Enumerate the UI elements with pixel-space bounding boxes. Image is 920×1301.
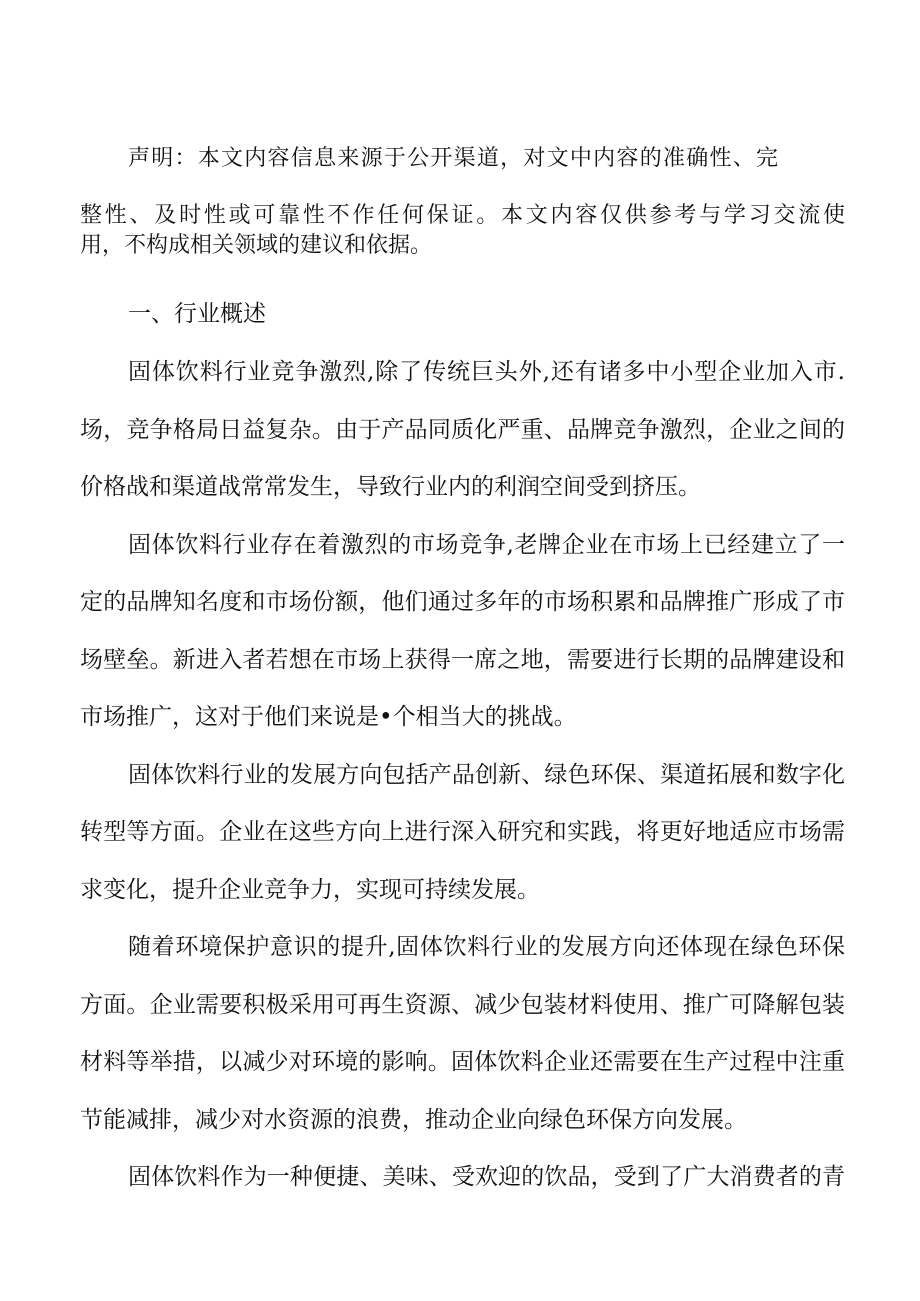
paragraph-line: 随着环境保护意识的提升,固体饮料行业的发展方向还体现在绿色环保 [128, 934, 845, 960]
paragraph-line: 固体饮料行业的发展方向包括产品创新、绿色环保、渠道拓展和数字化 [128, 762, 845, 788]
disclaimer-line: 整性、及时性或可靠性不作任何保证。本文内容仅供参考与学习交流使 [80, 203, 845, 228]
paragraph-line: 材料等举措，以减少对环境的影响。固体饮料企业还需要在生产过程中注重 [80, 1049, 845, 1075]
paragraph-line: 固体饮料行业存在着激烈的市场竞争,老牌企业在市场上已经建立了一 [128, 532, 845, 558]
paragraph-line: 定的品牌知名度和市场份额，他们通过多年的市场积累和品牌推广形成了市 [80, 589, 845, 615]
paragraph-line: 求变化，提升企业竞争力，实现可持续发展。 [80, 877, 540, 903]
paragraph-line: 转型等方面。企业在这些方向上进行深入研究和实践，将更好地适应市场需 [80, 819, 845, 845]
disclaimer-line: 声明：本文内容信息来源于公开渠道，对文中内容的准确性、完 [128, 146, 778, 171]
paragraph-line: 场，竞争格局日益复杂。由于产品同质化严重、品牌竞争激烈，企业之间的 [80, 417, 845, 443]
paragraph-line: 价格战和渠道战常常发生，导致行业内的利润空间受到挤压。 [80, 474, 701, 500]
section-heading: 一、行业概述 [128, 301, 266, 327]
paragraph-line: 市场推广，这对于他们来说是•个相当大的挑战。 [80, 704, 577, 730]
paragraph-line: 场壁垒。新进入者若想在市场上获得一席之地，需要进行长期的品牌建设和 [80, 647, 845, 673]
disclaimer-line: 用，不构成相关领域的建议和依据。 [80, 233, 433, 258]
paragraph-line: 方面。企业需要积极采用可再生资源、减少包装材料使用、推广可降解包装 [80, 992, 845, 1018]
paragraph-line: 节能减排，减少对水资源的浪费，推动企业向绿色环保方向发展。 [80, 1107, 747, 1133]
paragraph-line: 固体饮料作为一种便捷、美味、受欢迎的饮品，受到了广大消费者的青 [128, 1164, 845, 1190]
paragraph-line: 固体饮料行业竞争激烈,除了传统巨头外,还有诸多中小型企业加入市. [128, 359, 845, 385]
